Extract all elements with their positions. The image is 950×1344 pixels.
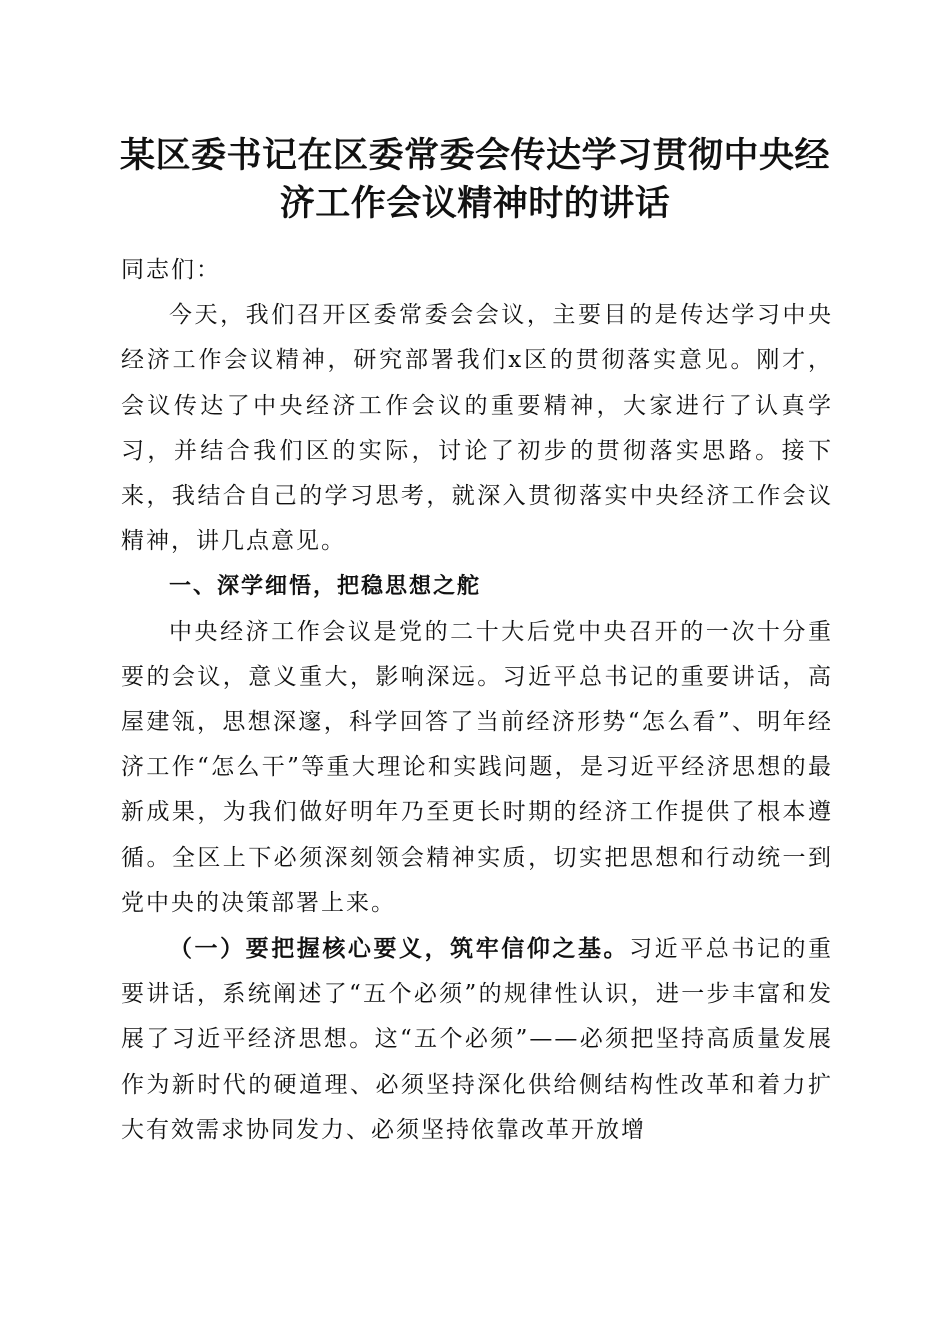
paragraph-subsection-1 <box>121 926 833 1153</box>
document-body <box>121 248 833 1153</box>
section-heading-1: 一、深学细悟，把稳思想之舵 <box>169 574 482 600</box>
paragraph-section-1: 中央经济工作会议是党的二十大后党中央召开的一次十分重要的会议，意义重大，影响深远。习近平总书记的重要讲话，高屋建瓴，思想深邃，科学回答了当前经济形势“怎么看”、明年经济工作“怎么干”等重大理论和实践问题，是习近平经济思想的最新成果，为我们做好明年乃至更长时期的经济工作提供了根本遵循。全区上下必须深刻领会精神实质，切实把思想和行动统一到党中央的决策部署上来。 <box>121 618 833 916</box>
document-title <box>95 132 855 228</box>
paragraph-intro: 今天，我们召开区委常委会会议，主要目的是传达学习中央经济工作会议精神，研究部署我们x区的贯彻落实意见。刚才，会议传达了中央经济工作会议的重要精神，大家进行了认真学习，并结合我们区的实际，讨论了初步的贯彻落实思路。接下来，我结合自己的学习思考，就深入贯彻落实中央经济工作会议精神，讲几点意见。 <box>121 302 833 555</box>
salutation: 同志们： <box>121 257 221 283</box>
subsection-1-text: 习近平总书记的重要讲话，系统阐述了“五个必须”的规律性认识，进一步丰富和发展了习近平经济思想。这“五个必须”——必须把坚持高质量发展作为新时代的硬道理、必须坚持深化供给侧结构性改革和着力扩大有效需求协同发力、必须坚持依靠改革开放增 <box>121 936 834 1143</box>
subsection-heading-1: （一）要把握核心要义，筑牢信仰之基。 <box>169 935 630 963</box>
title-line-1: 某区委书记在区委常委会传达学习贯彻中央经 <box>119 135 830 176</box>
title-line-2: 济工作会议精神时的讲话 <box>279 183 671 224</box>
